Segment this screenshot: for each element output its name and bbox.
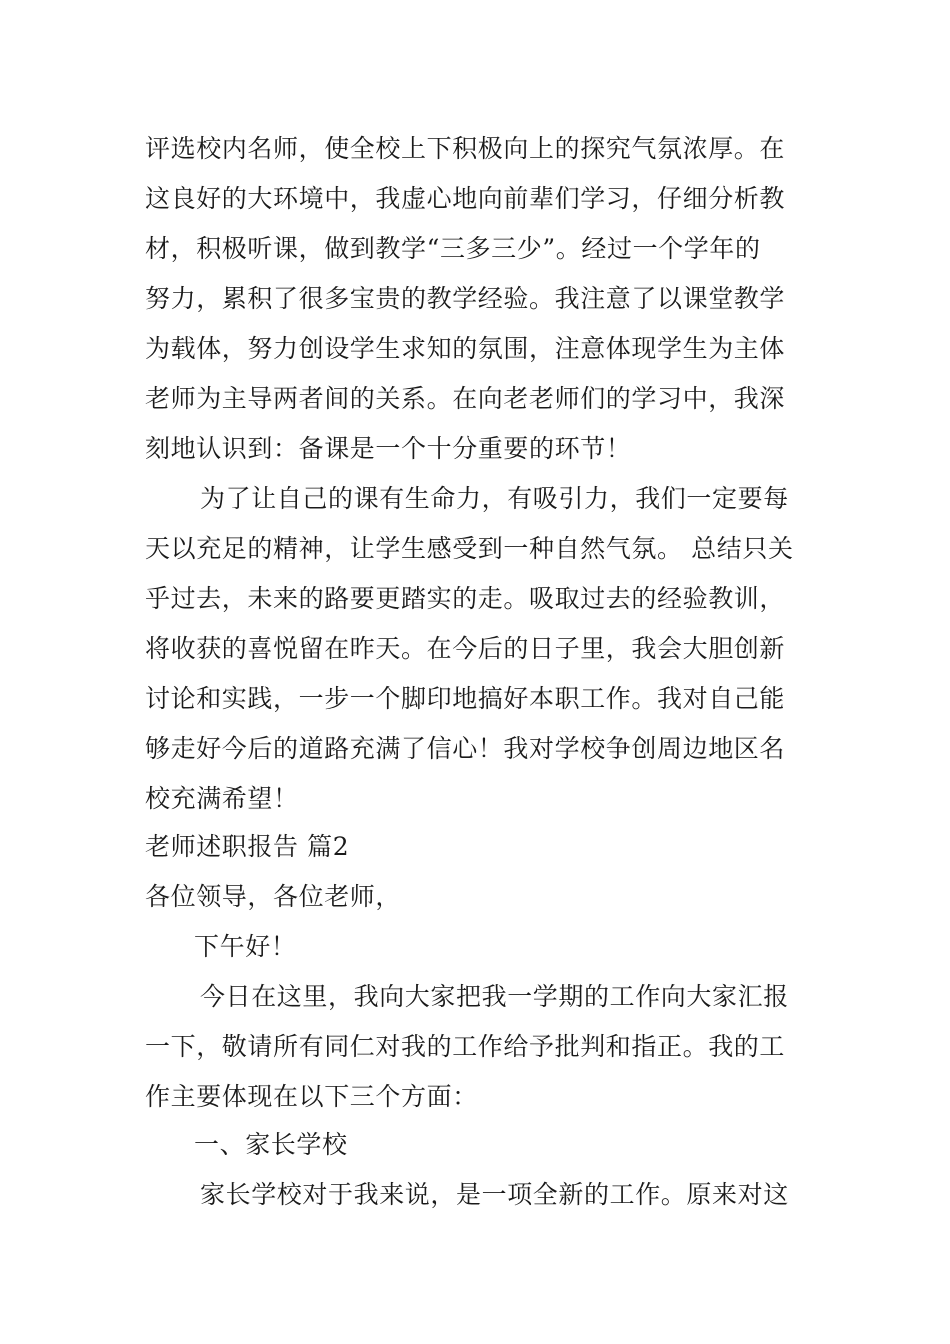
- section-heading: 老师述职报告 篇2: [145, 832, 350, 861]
- paragraph-line: 今日在这里，我向大家把我一学期的工作向大家汇报: [200, 982, 789, 1011]
- paragraph-line: 家长学校对于我来说，是一项全新的工作。原来对这: [200, 1180, 789, 1209]
- paragraph-line: 为了让自己的课有生命力，有吸引力，我们一定要每: [200, 484, 789, 513]
- paragraph-line: 校充满希望！: [145, 784, 299, 813]
- paragraph-line: 乎过去，未来的路要更踏实的走。吸取过去的经验教训，: [145, 584, 786, 613]
- paragraph-line: 这良好的大环境中，我虚心地向前辈们学习，仔细分析教: [145, 184, 786, 213]
- paragraph-line: 刻地认识到：备课是一个十分重要的环节！: [145, 434, 632, 463]
- paragraph-line: 老师为主导两者间的关系。在向老老师们的学习中，我深: [145, 384, 786, 413]
- paragraph-line: 材，积极听课，做到教学“三多三少”。经过一个学年的: [145, 234, 761, 263]
- paragraph-line: 将收获的喜悦留在昨天。在今后的日子里，我会大胆创新: [145, 634, 786, 663]
- paragraph-line: 够走好今后的道路充满了信心！我对学校争创周边地区名: [145, 734, 786, 763]
- paragraph-line: 一下，敬请所有同仁对我的工作给予批判和指正。我的工: [145, 1032, 786, 1061]
- salutation: 各位领导，各位老师，: [145, 882, 402, 911]
- paragraph-line: 评选校内名师，使全校上下积极向上的探究气氛浓厚。在: [145, 134, 786, 163]
- subsection-heading: 一、家长学校: [194, 1130, 348, 1159]
- paragraph-line: 为载体，努力创设学生求知的氛围，注意体现学生为主体: [145, 334, 786, 363]
- greeting: 下午好！: [194, 932, 297, 961]
- paragraph-line: 讨论和实践，一步一个脚印地搞好本职工作。我对自己能: [145, 684, 786, 713]
- paragraph-line: 作主要体现在以下三个方面：: [145, 1082, 478, 1111]
- paragraph-line: 努力，累积了很多宝贵的教学经验。我注意了以课堂教学: [145, 284, 786, 313]
- paragraph-line: 天以充足的精神，让学生感受到一种自然气氛。 总结只关: [145, 534, 794, 563]
